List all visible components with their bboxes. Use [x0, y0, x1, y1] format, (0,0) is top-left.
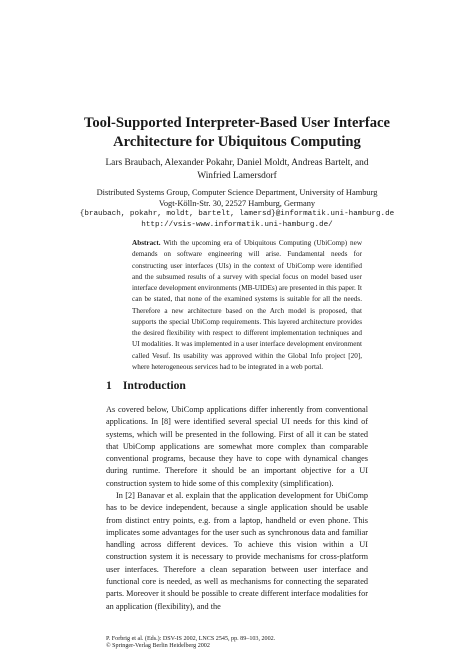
affiliation-line-1: Distributed Systems Group, Computer Science Department, University of Hamburg — [96, 188, 378, 197]
authors-line-1: Lars Braubach, Alexander Pokahr, Daniel Moldt, Andreas Bartelt, and — [105, 158, 369, 168]
paper-title — [60, 114, 414, 152]
authors — [60, 157, 414, 183]
body-paragraph-2: In [2] Banavar et al. explain that the application development for UbiComp has to be device independent, because a single application should be usable from distinct entry points, e.g. from a laptop, handheld or even phone. This implicates some advantages for the user such as synchronous data and familiar handling across different devices. To achieve this vision within a UI construction system it is necessary to provide mechanisms for cross-platform user interfaces. Therefore a clean separation between user interface and functional core is needed, as well as mechanisms for connecting the separated parts. Moreover it should be possible to create different interface modalities for an application (flexibility), and the — [106, 491, 368, 611]
body-paragraph-1: As covered below, UbiComp applications differ inherently from conventional applications. In [8] were identified several special UI needs for this kind of systems, which will be presented in the following. First of all it can be stated that UbiComp applications are somewhat more complex than comparable conventional programs, because they have to cope with dynamical changes during runtime. Therefore it should be an important objective for a UI construction system to hide some of this complexity (simplification). — [106, 405, 368, 488]
affiliation-line-2: Vogt-Kölln-Str. 30, 22527 Hamburg, Germany — [158, 199, 316, 208]
title-line-2: Architecture for Ubiquitous Computing — [113, 134, 361, 150]
section-title: Introduction — [122, 379, 186, 392]
group-url[interactable]: http://vsis-www.informatik.uni-hamburg.de/ — [141, 221, 333, 229]
title-line-1: Tool-Supported Interpreter-Based User Interface — [83, 115, 391, 131]
authors-line-2: Winfried Lamersdorf — [197, 171, 277, 181]
author-emails: {braubach, pokahr, moldt, bartelt, lamersd}@informatik.uni-hamburg.de — [79, 210, 395, 218]
abstract — [132, 238, 362, 373]
affiliation — [60, 187, 414, 231]
abstract-text: With the upcoming era of Ubiquitous Computing (UbiComp) new demands on software engineering will arise. Fundamental needs for constructing user interfaces (UIs) in the context of UbiComp were identified and the subsumed results of a survey with special focus on model based user interface development environments (MB-UIDEs) are presented in this paper. It can be stated, that none of the examined systems is suitable for all the needs. Therefore a new architecture based on the Arch model is proposed, that supports the special UbiComp requirements. This layered architecture provides the desired flexibility with respect to different implementation techniques and UI modalities. It was implemented in a user interface development environment called Vesuf. Its usability was approved within the Global Info project [20], where heterogeneous services had to be integrated in a web portal. — [132, 239, 363, 371]
section-heading — [106, 379, 186, 392]
copyright-line: © Springer-Verlag Berlin Heidelberg 2002 — [106, 643, 210, 650]
section-number: 1 — [106, 379, 112, 392]
citation-line: P. Forbrig et al. (Eds.): DSV-IS 2002, LNCS 2545, pp. 89–103, 2002. — [106, 636, 276, 642]
page-footer — [106, 636, 368, 651]
abstract-label: Abstract. — [132, 239, 161, 247]
